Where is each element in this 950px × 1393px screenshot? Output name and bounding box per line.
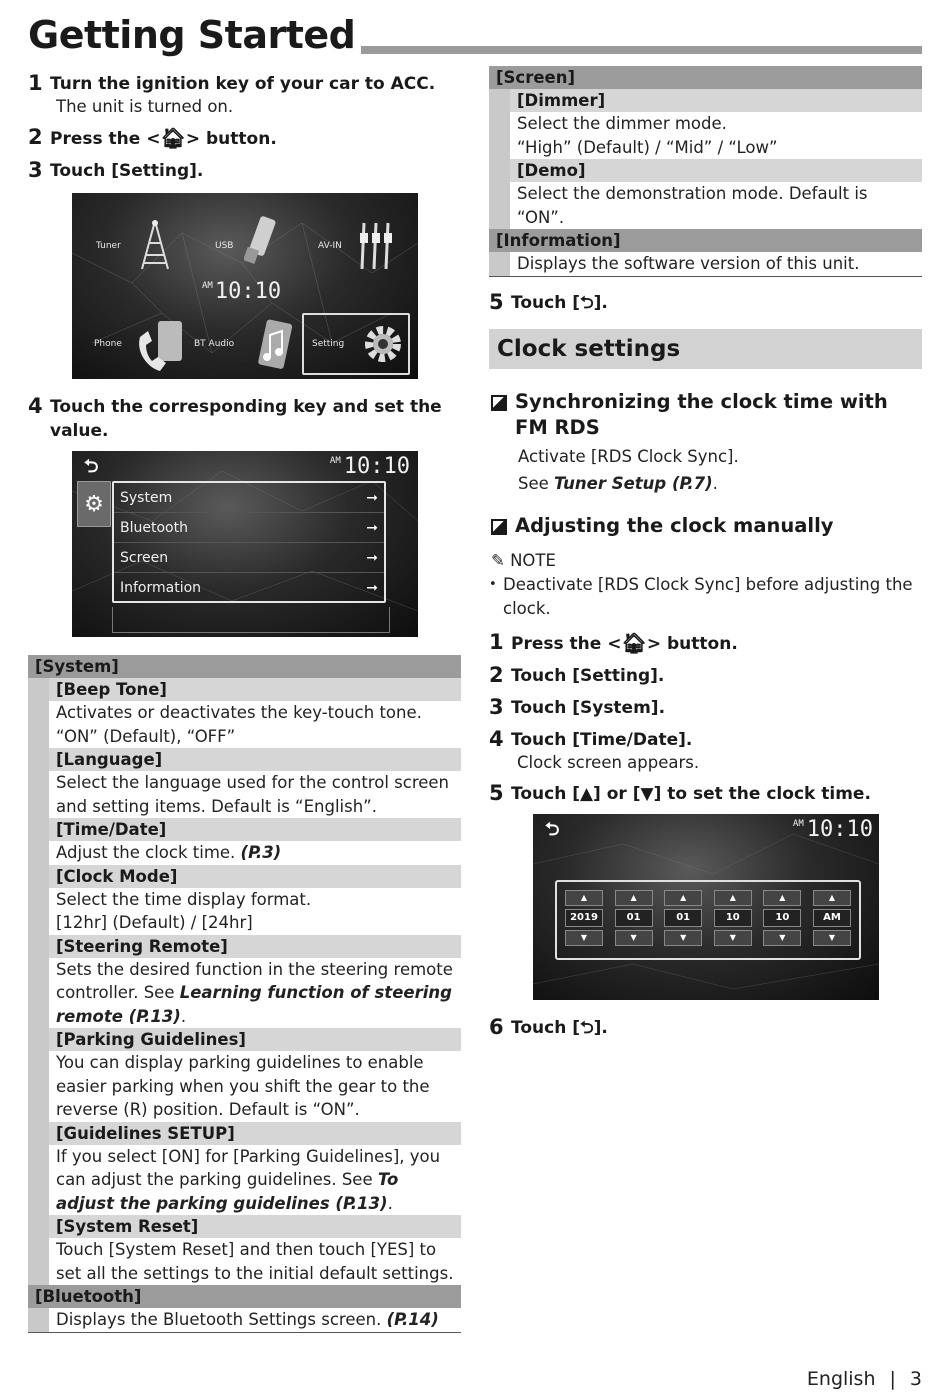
step-text-before: Press the < xyxy=(50,129,161,149)
description-line: “ON” (Default), “OFF” xyxy=(56,726,236,746)
up-button[interactable]: ▲ xyxy=(763,890,801,906)
step-number: 5 xyxy=(489,780,504,805)
arrow-right-icon: ➞ xyxy=(366,549,378,566)
year-column xyxy=(565,890,603,950)
usb-label: USB xyxy=(215,241,234,251)
home-menu-screen xyxy=(72,193,418,379)
setting-button[interactable] xyxy=(302,313,410,375)
minute-column xyxy=(763,890,801,950)
manual-step-3 xyxy=(489,696,922,720)
sync-heading xyxy=(489,389,922,441)
description-text: If you select [ON] for [Parking Guidelines], you can adjust the parking guidelines. See xyxy=(56,1146,441,1189)
minute-value: 10 xyxy=(763,909,801,927)
list-item-label: Screen xyxy=(120,549,169,566)
description: If you select [ON] for [Parking Guidelines], you can adjust the parking guidelines. See To adjust the parking guidelines (P.13). xyxy=(56,1146,441,1213)
page-title-area xyxy=(28,12,922,58)
right-column xyxy=(489,66,922,1040)
back-icon[interactable]: ⮌ xyxy=(545,818,560,840)
up-button[interactable]: ▲ xyxy=(615,890,653,906)
home-icon: 🏠︎ xyxy=(160,126,186,150)
heading-text: Synchronizing the clock time with FM RDS xyxy=(515,389,888,439)
sub-header: [Parking Guidelines] xyxy=(49,1028,461,1051)
list-item-label: System xyxy=(120,489,173,506)
list-item-bluetooth[interactable] xyxy=(114,513,384,543)
sync-line-2 xyxy=(489,470,922,497)
manual-step-5 xyxy=(489,782,922,806)
manual-step-6 xyxy=(489,1016,922,1040)
description-text: Sets the desired function in the steering remote controller. See xyxy=(56,959,453,1002)
description-line: [12hr] (Default) / [24hr] xyxy=(56,913,253,932)
description: You can display parking guidelines to enable easier parking when you shift the gear to the reverse (R) position. Default is “ON”. xyxy=(56,1053,430,1119)
page-reference-link[interactable]: Tuner Setup (P.7) xyxy=(554,473,713,493)
sub-header: [Language] xyxy=(49,748,461,771)
step-text: Touch [▲] or [▼] to set the clock time. xyxy=(511,783,871,804)
description-line: “High” (Default) / “Mid” / “Low” xyxy=(517,137,778,157)
step-2 xyxy=(28,126,462,151)
step-number: 2 xyxy=(489,662,504,687)
clock-time: 10:10 xyxy=(806,816,873,842)
heading-text: Adjusting the clock manually xyxy=(515,513,834,537)
step-text: Touch the corresponding key and set the value. xyxy=(50,397,442,441)
list-scroll-area xyxy=(112,607,390,633)
ampm-column xyxy=(813,890,851,950)
tuner-label: Tuner xyxy=(96,241,121,251)
system-settings-table xyxy=(28,655,461,1333)
list-item-screen[interactable] xyxy=(114,543,384,573)
hour-column xyxy=(714,890,752,950)
section-body xyxy=(28,678,461,1285)
text: . xyxy=(712,473,718,493)
step-1 xyxy=(28,72,462,96)
step-1-sub: The unit is turned on. xyxy=(56,97,234,116)
home-clock xyxy=(202,279,281,304)
section-body xyxy=(28,1308,461,1332)
sub-header: [Demo] xyxy=(510,159,922,182)
settings-list-screen xyxy=(72,451,418,637)
footer-separator: | xyxy=(889,1368,896,1390)
home-icon: 🏠︎ xyxy=(621,630,647,655)
sub-header: [System Reset] xyxy=(49,1215,461,1238)
sub-header: [Guidelines SETUP] xyxy=(49,1122,461,1145)
description xyxy=(510,112,922,159)
month-value: 01 xyxy=(615,909,653,927)
description-text: Displays the Bluetooth Settings screen. xyxy=(56,1310,382,1329)
avin-label: AV-IN xyxy=(318,241,342,251)
step-3 xyxy=(28,159,462,183)
step-number: 3 xyxy=(489,694,504,719)
down-button[interactable]: ▼ xyxy=(763,930,801,946)
am-indicator: AM xyxy=(792,818,804,829)
setting-label: Setting xyxy=(312,339,345,349)
description-text: Adjust the clock time. xyxy=(56,843,236,862)
settings-list xyxy=(112,481,386,603)
description xyxy=(49,841,461,865)
settings-gear-icon: ⚙ xyxy=(77,481,111,527)
step-5-back xyxy=(489,291,922,315)
description-line: Select the dimmer mode. xyxy=(517,114,727,133)
screen-settings-table xyxy=(489,66,922,277)
note-bullet: • Deactivate [RDS Clock Sync] before adjusting the clock. xyxy=(489,573,922,621)
step-text: Touch [⮌]. xyxy=(511,292,608,313)
manual-step-2 xyxy=(489,664,922,688)
tuner-icon[interactable] xyxy=(138,219,172,271)
phone-label: Phone xyxy=(94,339,122,349)
sub-header: [Time/Date] xyxy=(49,818,461,841)
sub-header: [Beep Tone] xyxy=(49,678,461,701)
list-clock xyxy=(330,454,410,479)
description xyxy=(49,701,461,748)
down-button[interactable]: ▼ xyxy=(813,930,851,946)
description: Select the demonstration mode. Default is “ON”. xyxy=(517,184,868,227)
section-body xyxy=(489,89,922,229)
step-text-after: > button. xyxy=(185,129,277,149)
description-line: Select the time display format. xyxy=(56,889,312,909)
step-text: Touch [Setting]. xyxy=(50,161,204,181)
step-text: Touch [⮌]. xyxy=(511,1017,608,1038)
list-item-label: Information xyxy=(120,580,202,596)
section-body xyxy=(489,252,922,276)
down-button[interactable]: ▼ xyxy=(615,930,653,946)
page-reference-link[interactable]: To adjust the parking guidelines (P.13) xyxy=(56,1170,399,1213)
up-button[interactable]: ▲ xyxy=(664,890,702,906)
description-line: Activates or deactivates the key-touch tone. xyxy=(56,703,422,722)
step-text: Touch [System]. xyxy=(511,697,666,718)
step-text-after: > button. xyxy=(646,633,738,654)
section-header: [Information] xyxy=(489,229,922,252)
clock-time: 10:10 xyxy=(343,454,410,479)
section-header: [Screen] xyxy=(489,66,922,89)
section-header: [Bluetooth] xyxy=(28,1285,461,1308)
description: Select the language used for the control screen and setting items. Default is “English”. xyxy=(56,773,450,816)
section-header: [System] xyxy=(28,655,461,678)
sub-header: [Steering Remote] xyxy=(49,935,461,958)
page-footer xyxy=(807,1368,922,1390)
clock-adjust-screen xyxy=(533,814,879,1000)
sub-header: [Dimmer] xyxy=(510,89,922,112)
step-4 xyxy=(28,395,462,443)
page-reference-link[interactable]: (P.3) xyxy=(240,843,282,862)
step-text: Touch [Setting]. xyxy=(511,665,665,686)
month-column xyxy=(615,890,653,950)
page-reference-link[interactable]: (P.14) xyxy=(386,1310,439,1329)
step-number: 1 xyxy=(28,71,43,95)
down-button[interactable]: ▼ xyxy=(714,930,752,946)
section-marker-icon xyxy=(491,519,507,535)
manual-heading xyxy=(489,513,922,539)
description xyxy=(49,1308,461,1332)
description: Touch [System Reset] and then touch [YES] to set all the settings to the initial default settings. xyxy=(56,1240,454,1283)
step-number: 3 xyxy=(28,158,43,182)
list-item-system[interactable] xyxy=(114,483,384,513)
btaudio-icon[interactable] xyxy=(252,317,296,375)
arrow-right-icon: ➞ xyxy=(366,489,378,506)
note-label: ✎ NOTE xyxy=(491,550,556,570)
up-button[interactable]: ▲ xyxy=(813,890,851,906)
step-number: 6 xyxy=(489,1014,504,1039)
text: See xyxy=(518,473,555,493)
page-title: Getting Started xyxy=(28,12,361,58)
clock-time: 10:10 xyxy=(214,279,282,304)
step-number: 2 xyxy=(28,125,43,149)
arrow-right-icon: ➞ xyxy=(366,580,378,596)
step-text: Touch [Time/Date]. xyxy=(511,729,693,750)
page-number: 3 xyxy=(909,1368,922,1390)
usb-icon[interactable] xyxy=(244,213,280,273)
gear-icon xyxy=(360,321,406,367)
am-indicator: AM xyxy=(202,281,213,291)
day-value: 01 xyxy=(664,909,702,927)
manual-step-1 xyxy=(489,631,922,656)
manual-step-4 xyxy=(489,728,922,752)
ampm-value: AM xyxy=(813,909,851,927)
back-icon[interactable]: ⮌ xyxy=(84,456,99,477)
section-marker-icon xyxy=(491,395,507,411)
step-number: 4 xyxy=(28,394,43,418)
page-reference-link[interactable]: Learning function of steering remote (P.13) xyxy=(56,983,452,1026)
clock-settings-heading: Clock settings xyxy=(489,329,922,369)
clock-adjust-panel xyxy=(555,880,861,960)
avin-icon[interactable] xyxy=(356,219,396,273)
list-item-label: Bluetooth xyxy=(120,519,188,536)
arrow-right-icon: ➞ xyxy=(366,519,378,536)
sub-header: [Clock Mode] xyxy=(49,865,461,888)
am-indicator: AM xyxy=(329,456,341,466)
phone-icon[interactable] xyxy=(134,317,188,375)
step-number: 1 xyxy=(489,629,504,654)
description: Displays the software version of this unit. xyxy=(517,254,860,273)
step-text-before: Press the < xyxy=(511,633,622,654)
manual-step-4-sub: Clock screen appears. xyxy=(517,752,700,772)
step-text: Turn the ignition key of your car to ACC. xyxy=(50,74,436,94)
list-item-information[interactable] xyxy=(114,573,384,603)
up-button[interactable]: ▲ xyxy=(714,890,752,906)
down-button[interactable]: ▼ xyxy=(664,930,702,946)
day-column xyxy=(664,890,702,950)
down-button[interactable]: ▼ xyxy=(565,930,603,946)
left-column xyxy=(28,72,462,1333)
year-value: 2019 xyxy=(565,909,603,927)
up-button[interactable]: ▲ xyxy=(565,890,603,906)
hour-value: 10 xyxy=(714,909,752,927)
footer-language: English xyxy=(806,1368,876,1390)
step-number: 5 xyxy=(489,289,504,314)
clock-display xyxy=(793,817,873,842)
step-number: 4 xyxy=(489,726,504,751)
sync-line-1: Activate [RDS Clock Sync]. xyxy=(518,446,739,466)
description: Sets the desired function in the steering remote controller. See Learning function of steering remote (P.13). xyxy=(56,959,453,1026)
description xyxy=(49,888,461,935)
btaudio-label: BT Audio xyxy=(194,339,235,349)
